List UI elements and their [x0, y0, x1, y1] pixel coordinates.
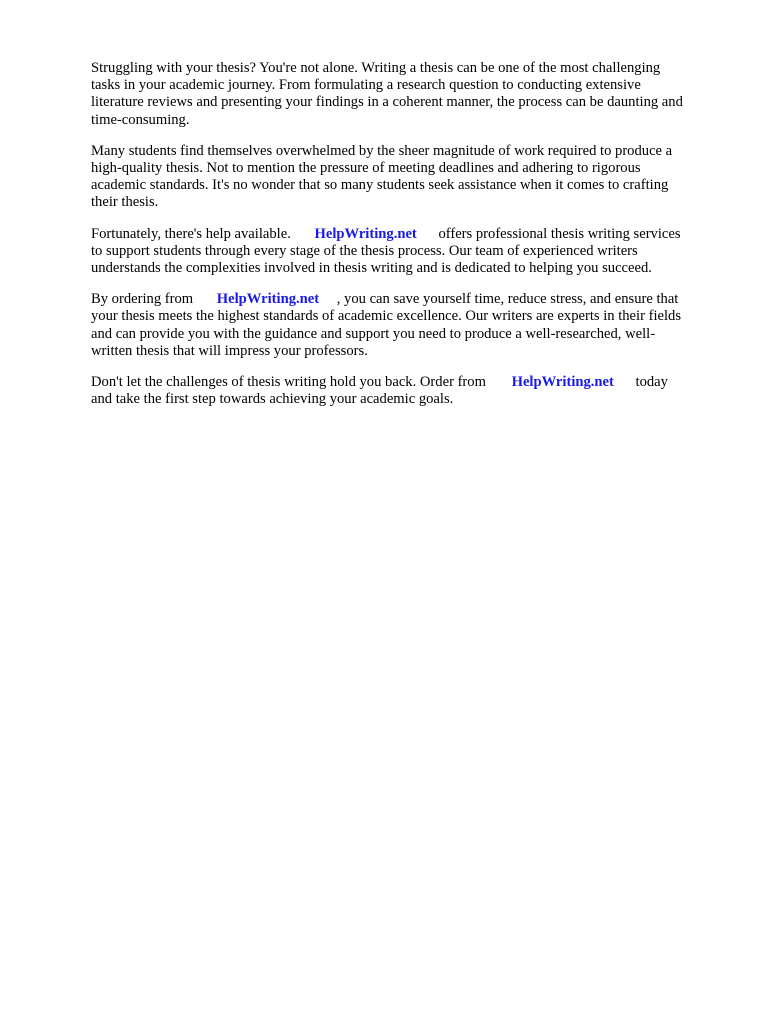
helpwriting-link[interactable]: HelpWriting.net [314, 225, 417, 242]
paragraph-help-available [91, 226, 731, 278]
paragraph-call-to-action [91, 374, 731, 408]
paragraph-text-after-link: today and take the first step towards achieving your academic goals. [91, 374, 668, 408]
paragraph-text-before-link: By ordering from [91, 291, 197, 308]
paragraph-intro: Struggling with your thesis? You're not alone. Writing a thesis can be one of the most challenging tasks in your academic journey. From formulating a research question to conducting extensive literature reviews and presenting your findings in a coherent manner, the process can be daunting and time-consuming. [91, 60, 683, 128]
paragraph-text-before-link: Fortunately, there's help available. [91, 225, 295, 242]
helpwriting-link[interactable]: HelpWriting.net [511, 374, 614, 391]
document-body [91, 60, 731, 422]
paragraph-ordering [91, 291, 731, 360]
helpwriting-link[interactable]: HelpWriting.net [216, 291, 320, 308]
paragraph-overwhelmed: Many students find themselves overwhelmed by the sheer magnitude of work required to produce a high-quality thesis. Not to mention the pressure of meeting deadlines and adhering to rigorous academic standards. It's no wonder that so many students seek assistance when it comes to crafting their thesis. [91, 142, 673, 211]
paragraph-text-after-link: offers professional thesis writing services to support students through every stage of the thesis process. Our team of experienced writers understands the complexities involved in thesis writing and is dedicated to helping you succeed. [91, 225, 681, 277]
paragraph-text-after-link: , you can save yourself time, reduce stress, and ensure that your thesis meets the highest standards of academic excellence. Our writers are experts in their fields and can provide you with the guidance and support you need to produce a well-researched, well- written thesis that will impress your professors. [91, 291, 682, 359]
paragraph-text-before-link: Don't let the challenges of thesis writing hold you back. Order from [91, 374, 490, 391]
